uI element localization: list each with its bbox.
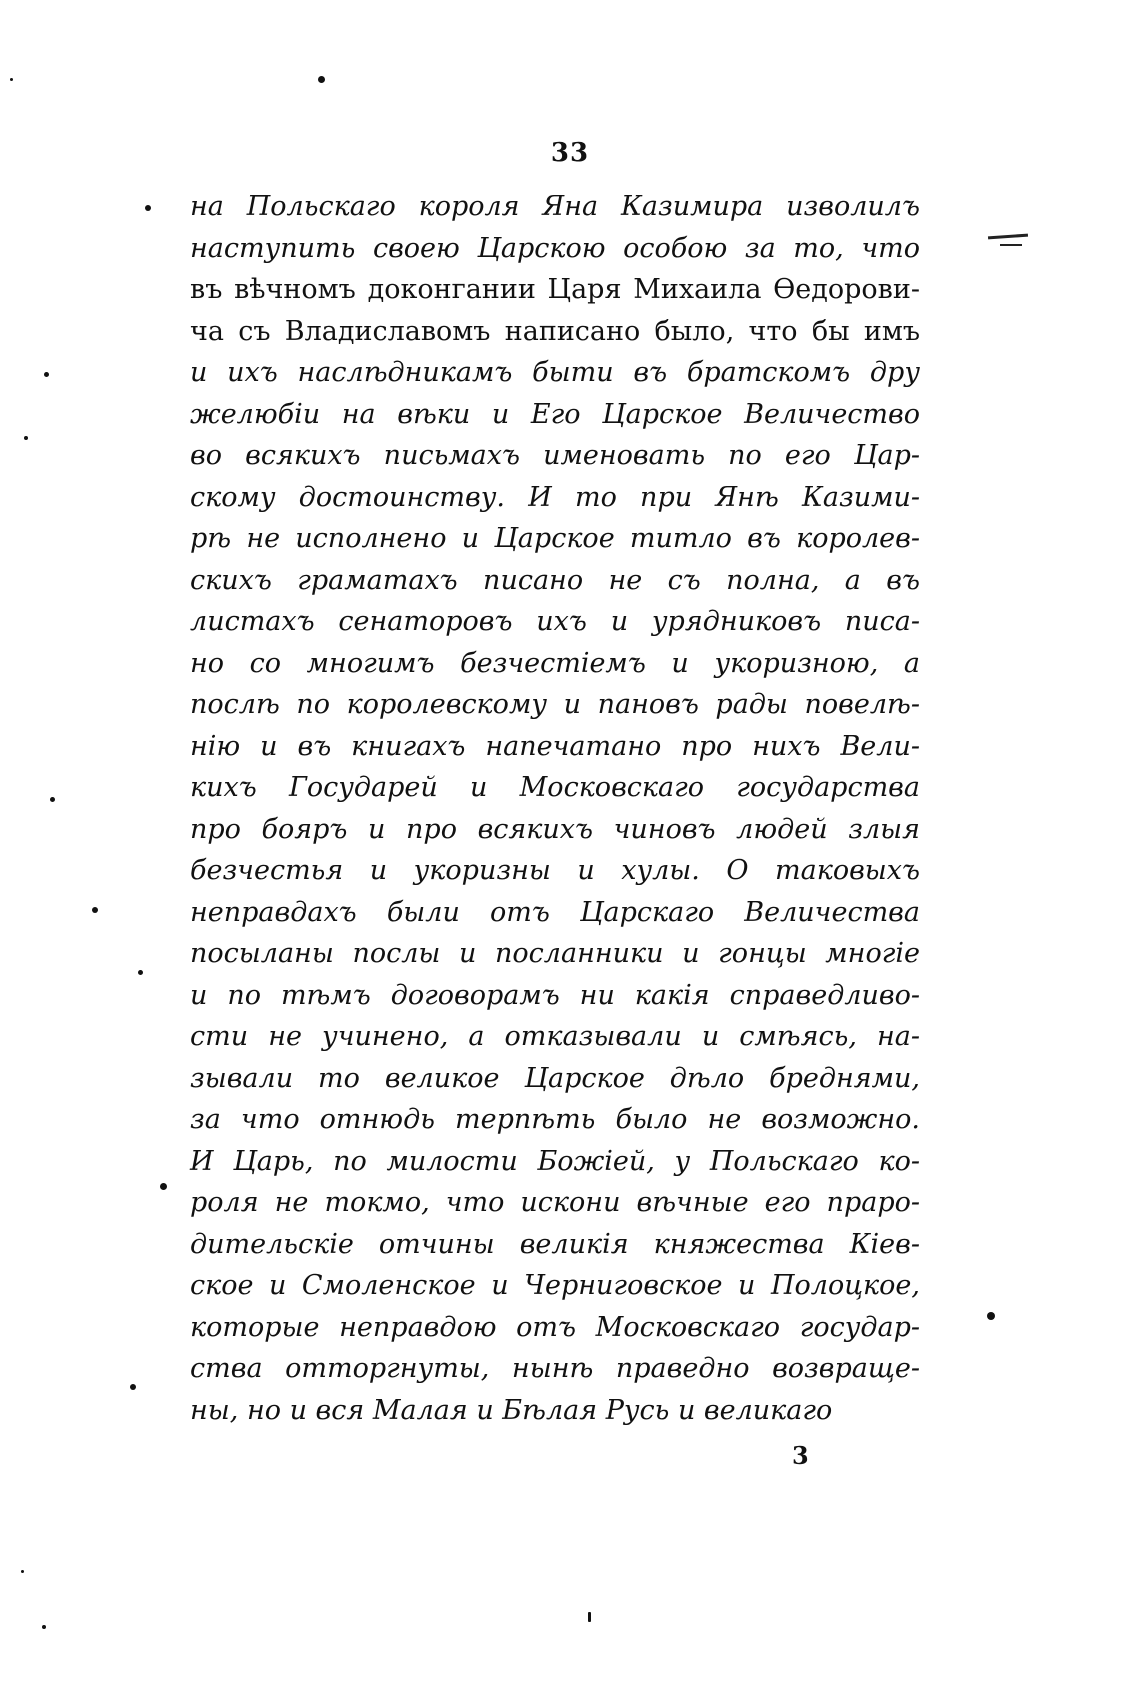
text-line: нію и въ книгахъ напечатано про нихъ Вели- <box>190 730 920 762</box>
text-line: И Царь, по милости Божіей, у Польскаго ко- <box>190 1145 920 1177</box>
text-line: неправдахъ были отъ Царскаго Величества <box>190 896 920 928</box>
scan-speck <box>24 436 28 440</box>
text-line: ны, но и вся Малая и Бѣлая Русь и великаго <box>190 1394 833 1426</box>
text-line: про бояръ и про всякихъ чиновъ людей злыя <box>190 813 920 845</box>
scan-speck <box>21 1570 24 1573</box>
text-line: за что отнюдь терпѣть было не возможно. <box>190 1104 920 1135</box>
scan-speck <box>10 78 13 81</box>
body-text <box>190 186 920 1431</box>
scan-speck <box>50 797 55 802</box>
text-line: ча съ Владиславомъ написано было, что бы имъ <box>190 315 920 347</box>
text-line: послѣ по королевскому и пановъ рады повелѣ- <box>190 689 920 720</box>
text-line: сти не учинено, а отказывали и смѣясь, на- <box>190 1021 920 1052</box>
text-line: въ вѣчномъ доконгании Царя Михаила Ѳедорови- <box>190 274 920 305</box>
text-line: ское и Смоленское и Черниговское и Полоцкое, <box>190 1270 920 1301</box>
text-line: но со многимъ безчестіемъ и укоризною, а <box>190 647 920 679</box>
text-line: во всякихъ письмахъ именовать по его Цар- <box>190 440 920 471</box>
scan-speck <box>318 76 325 83</box>
scan-speck <box>130 1384 136 1390</box>
text-line: и ихъ наслѣдникамъ быти въ братскомъ дру <box>190 357 920 388</box>
text-line: безчестья и укоризны и хулы. О таковыхъ <box>190 855 920 886</box>
text-line: зывали то великое Царское дѣло бреднями, <box>190 1062 920 1094</box>
text-line: листахъ сенаторовъ ихъ и урядниковъ писа- <box>190 606 920 637</box>
scan-speck <box>588 1612 591 1622</box>
text-line: посыланы послы и посланники и гонцы многіе <box>190 938 920 969</box>
scan-mark <box>988 234 1028 240</box>
text-line: роля не токмо, что искони вѣчные его праро- <box>190 1187 920 1218</box>
scan-mark <box>1000 244 1022 246</box>
text-line: желюбіи на вѣки и Его Царское Величество <box>190 398 920 430</box>
text-line: ства отторгнуты, нынѣ праведно возвраще- <box>190 1353 920 1384</box>
scan-speck <box>92 907 98 913</box>
text-line: скихъ граматахъ писано не съ полна, а въ <box>190 564 920 596</box>
signature-mark: 3 <box>792 1441 809 1470</box>
text-line: скому достоинству. И то при Янѣ Казими- <box>190 481 920 513</box>
text-line: кихъ Государей и Московскаго государства <box>190 772 920 803</box>
text-line: рѣ не исполнено и Царское титло въ королев- <box>190 523 920 554</box>
text-line: наступить своею Царскою особою за то, что <box>190 232 920 264</box>
scan-speck <box>138 970 143 975</box>
scan-speck <box>987 1312 995 1320</box>
text-line: которые неправдою отъ Московскаго государ- <box>190 1311 920 1343</box>
scan-speck <box>44 372 49 377</box>
text-line: дительскіе отчины великія княжества Кіев- <box>190 1228 920 1260</box>
scan-speck <box>160 1183 167 1190</box>
page-number: 33 <box>550 138 590 168</box>
scan-speck <box>42 1625 46 1629</box>
text-line: на Польскаго короля Яна Казимира изволилъ <box>190 191 920 222</box>
text-line: и по тѣмъ договорамъ ни какія справедливо- <box>190 979 920 1011</box>
scan-speck <box>145 205 151 211</box>
